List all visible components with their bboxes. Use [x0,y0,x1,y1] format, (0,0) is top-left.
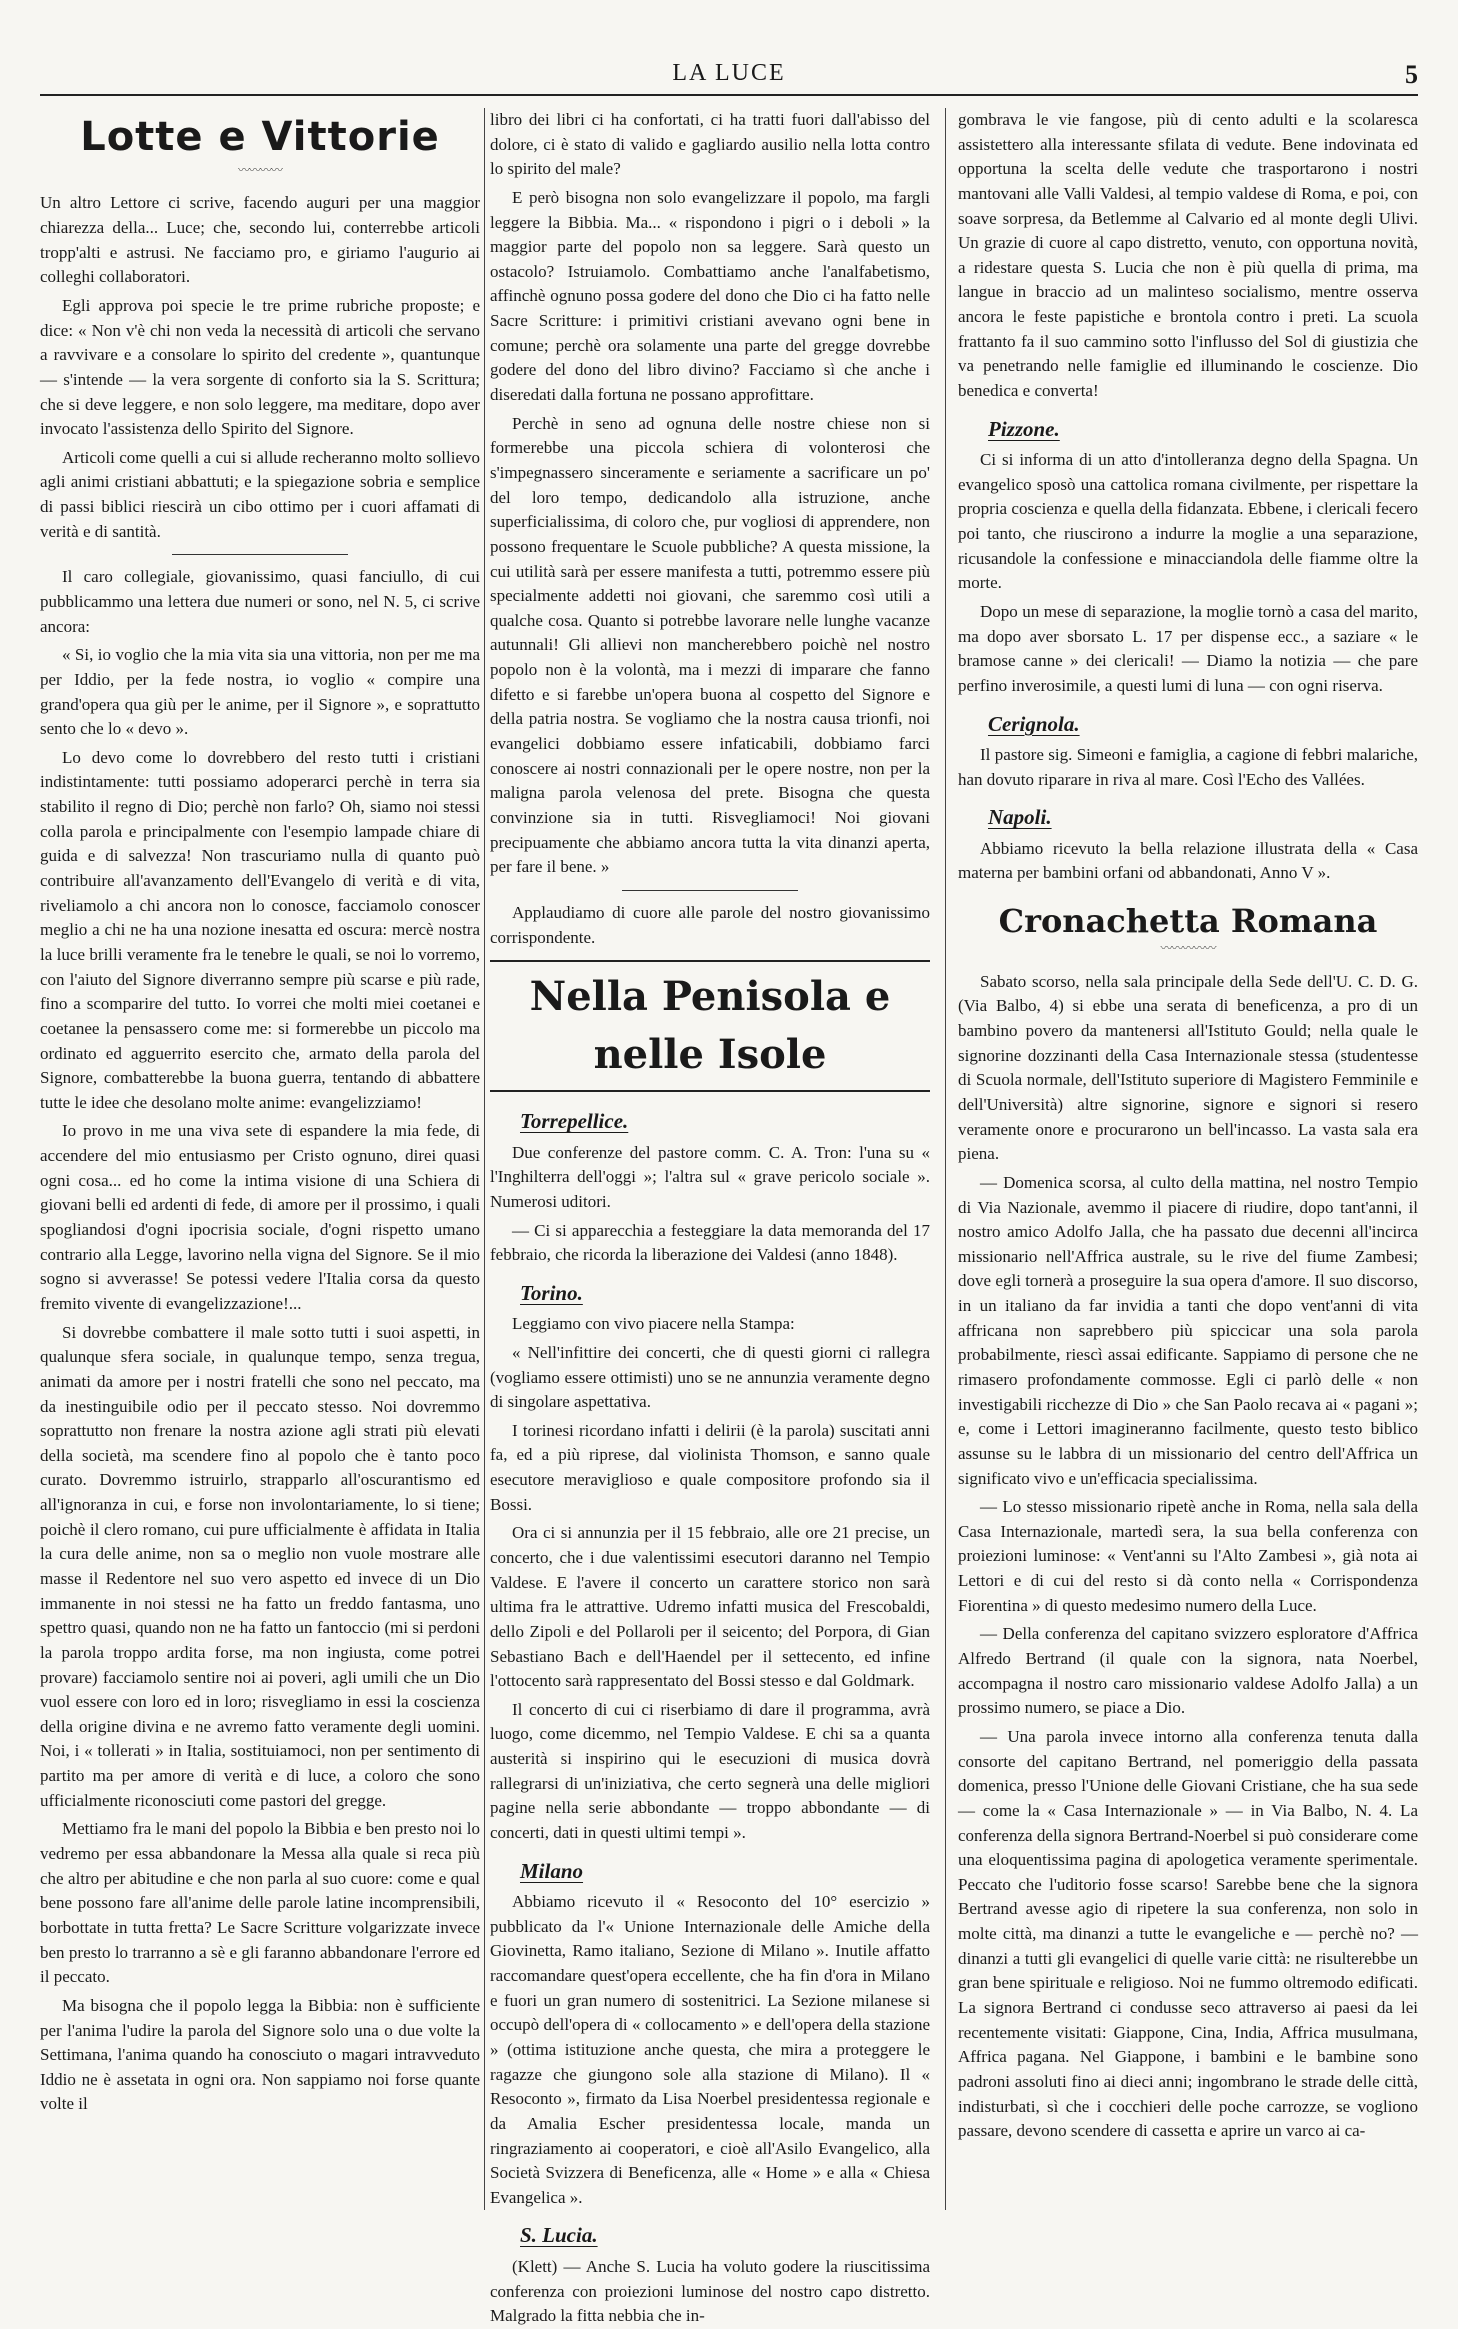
paragraph: « Si, io voglio che la mia vita sia una vittoria, non per me ma per Iddio, per la fede nostra, io voglio « compire una grand'opera qua giù per le anime, per il Signore », e soprattutto sento che lo « devo ». [40,645,480,739]
paragraph: Si dovrebbe combattere il male sotto tutti i suoi aspetti, in qualunque sfera sociale, in qualunque tempo, senza tregua, animati da amore per i nostri fratelli che sono nel peccato, ma da inestinguibile odio per il peccato stesso. Noi dovremmo soprattutto non frenare la nostra azione agli strati più elevati della società, ma scendere fino al popolo che è tanto poco curato. Dovremmo istruirlo, strapparlo all'oscurantismo ed all'ignoranza in cui, e forse non involontariamente, lo si tiene; poichè il clero romano, cui pure ufficialmente è affidata in Italia la cura delle anime, non sa o meglio non vuole mostrare alle masse il Redentore nel suo vero aspetto ed invece di un Dio immanente in noi stessi ne ha fatto un freddo fantasma, uno spettro quasi, quando non ne ha fatto un fantoccio (mi si perdoni la parola troppo ardita forse, ma non ingiusta, come potrei provare) facciamolo sentire noi ai poveri, agli umili che un Dio vuol essere con loro ed in loro; risvegliamo in essi la coscienza della origine divina e ne avremo fatto veramente degli uomini. Noi, i « tollerati » in Italia, sostituiamoci, non per sentimento di partito ma per amore di verità e di luce, a coloro che sono ufficialmente riconosciuti come pastori del gregge. [40,1322,480,1810]
subheading: Torrepellice. [520,1109,629,1134]
section-divider [172,554,348,555]
paragraph: Articoli come quelli a cui si allude recheranno molto sollievo agli animi cristiani abbattuti; e la spiegazione sobria e semplice di passi biblici riescirà un cibo ottimo per i cuori affamati di verità e di santità. [40,447,480,541]
subheading: Napoli. [988,805,1052,830]
paragraph: « Nell'infittire dei concerti, che di questi giorni ci rallegra (vogliamo essere ottimisti) uno se ne annunzia veramente degno di singolare aspettativa. [490,1342,930,1412]
paragraph: Applaudiamo di cuore alle parole del nostro giovanissimo corrispondente. [490,902,930,947]
paragraph: I torinesi ricordano infatti i delirii (è la parola) suscitati anni fa, ed a più riprese, dal violinista Thomson, e sanno quale esecutore meraviglioso e quale compositore profondo sia il Bossi. [490,1420,930,1514]
paragraph: — Della conferenza del capitano svizzero esploratore d'Affrica Alfredo Bertrand (il quale con la signora, nata Noerbel, accompagna il nostro caro missionario valdese Adolfo Jalla) a un prossimo numero, se piace a Dio. [958,1624,1418,1718]
paragraph: — Lo stesso missionario ripetè anche in Roma, nella sala della Casa Internazionale, martedì sera, la sua bella conferenza con proiezioni luminose: « Vent'anni su l'Alto Zambesi », già nota ai Lettori e di cui del resto si dà conto nella « Corrispondenza Fiorentina » di questo medesimo numero della Luce. [958,1497,1418,1615]
column-divider [945,108,946,2210]
paragraph: Due conferenze del pastore comm. C. A. Tron: l'una su « l'Inghilterra dell'oggi »; l'altra sul « grave pericolo sociale ». Numerosi uditori. [490,1142,930,1211]
article-heading-lotte-e-vittorie: Lotte e Vittorie [80,114,440,160]
column-divider [484,108,485,2210]
paragraph: Egli approva poi specie le tre prime rubriche proposte; e dice: « Non v'è chi non veda la necessità di articoli che servano a ravvivare e a consolare lo spirito del credente », quantunque — s'intende — la vera sorgente di conforto sia la S. Scrittura; che si deve leggere, e non solo leggere, ma meditare, dopo aver invocato l'assistenza dello Spirito del Signore. [40,295,480,439]
section-heading-nella-penisola: Nella Penisola e nelle Isole [529,973,891,1079]
paragraph: Sabato scorso, nella sala principale della Sede dell'U. C. D. G. (Via Balbo, 4) si ebbe una serata di beneficenza, a pro di un bambino povero da mantenersi all'Istituto Gould; nella quale le signorine dozzinanti della Casa Internazionale stessa (studentesse di Scuola normale, dell'Istituto superiore di Magistero Femminile e dell'Università) altre signorine, signore e signori si resero veramente onore e procurarono un bell'incasso. La vasta sala era piena. [958,971,1418,1164]
section-heading-box [490,960,930,1092]
subheading: Pizzone. [988,416,1060,441]
subheading: Torino. [520,1280,583,1305]
newspaper-title: LA LUCE [672,60,786,86]
subheading: Cerignola. [988,711,1080,736]
paragraph: — Domenica scorsa, al culto della mattina, nel nostro Tempio di Via Nazionale, avemmo il piacere di riudire, dopo tant'anni, il nostro amico Adolfo Jalla, che ha passato due decenni all'incirca missionario nell'Affrica australe, su le rive del fiume Zambesi; dove egli tornerà a proseguire la sua opera d'amore. Il suo discorso, in un italiano da far invidia a tanti che dopo vent'anni di vita affricana non saprebbero più spiccicar una sola parola probabilmente, riescì assai edificante. Sappiamo di persone che ne rimasero profondamente commosse. Egli ci parlò delle « non investigabili ricchezze di Dio » che San Paolo recava ai « pagani »; e, come i Lettori imagineranno facilmente, questo testo biblico assunse su le labbra di un missionario del centro dell'Affrica un significato vivo e un'efficacia specialissima. [958,1172,1418,1488]
paragraph: Il concerto di cui ci riserbiamo di dare il programma, avrà luogo, come dicemmo, nel Tempio Valdese. E chi sa a quanta austerità si inspirino qui le esecuzioni di musica dovrà rallegrarsi di un'iniziativa, che certo segnerà una delle migliori pagine nella serie abbondante — troppo abbondante — di concerti, dati in questi ultimi tempi ». [490,1699,930,1843]
column-1 [40,108,480,2210]
column-3 [958,108,1418,2210]
paragraph: (Klett) — Anche S. Lucia ha voluto godere la riuscitissima conferenza con proiezioni luminose del nostro capo distretto. Malgrado la fitta nebbia che in- [490,2256,930,2326]
paragraph: Ci si informa di un atto d'intolleranza degno della Spagna. Un evangelico sposò una cattolica romana civilmente, per rispettare la propria coscienza e quella della fidanzata. Ebbene, i clericali fecero poi tanto, che riuscirono a indurre la moglie a una separazione, ricusandole la confessione e minacciandola delle fiamme oltre la morte. [958,450,1418,593]
paragraph: — Una parola invece intorno alla conferenza tenuta dalla consorte del capitano Bertrand, nel pomeriggio della passata domenica, presso l'Unione delle Giovani Cristiane, che ha sua sede — come la « Casa Internazionale » — in Via Balbo, N. 4. La conferenza della signora Bertrand-Noerbel si può considerare come una eloquentissima pagina di apologetica veramente sperimentale. Peccato che l'uditorio fosse scarso! Sarebbe bene che la signora Bertrand avesse agio di ripetere la sua conferenza, non solo in molte città, ma dinanzi a tutte le evangeliche e — perchè no? — dinanzi a tutti gli evangelici di quelle varie città: ne risulterebbe un gran bene spirituale e religioso. Noi ne fummo oltremodo edificati. La signora Bertrand ci condusse seco attraverso ai paesi da lei recentemente visitati: Giappone, Cina, India, Affrica musulmana, Affrica pagana. Nel Giappone, i bambini e le bambine sono padroni assoluti fino ai dieci anni; ingombrano le strade delle città, indisturbati, sì che i cocchieri delle poche carrozze, se vogliono passare, devono scendere di cassetta e aprire un varco ai ca- [958,1726,1418,2141]
paragraph: E però bisogna non solo evangelizzare il popolo, ma fargli leggere la Bibbia. Ma... « rispondono i pigri o i deboli » la maggior parte del popolo non sa leggere. Sarà questo un ostacolo? Istruiamolo. Combattiamo anche l'analfabetismo, affinchè ognuno possa godere del dono che Dio ci ha fatto nelle Sacre Scritture: i primitivi cristiani avevano ogni bene in comune; perchè ora solamente una parte del gregge dovrebbe godere del dono del libro divino? Facciamo sì che anche i diseredati dalla fortuna ne possano approfittare. [490,187,930,405]
section-heading-cronachetta-romana: Cronachetta Romana [998,901,1378,940]
paragraph: Un altro Lettore ci scrive, facendo auguri per una maggior chiarezza della... Luce; che, secondo lui, conterrebbe articoli tropp'alti e astrusi. Ne facciamo pro, e giriamo l'augurio ai colleghi collaboratori. [40,193,480,287]
paragraph: Lo devo come lo dovrebbero del resto tutti i cristiani indistintamente: tutti possiamo adoperarci perchè in terra sia stabilito il regno di Dio; perchè non farlo? Oh, siamo noi stessi colla parola e principalmente con l'esempio lampade chiare di guida e di salvezza! Non trascuriamo nulla di quanto può contribuire all'avanzamento dell'Evangelo di verità e di vita, riveliamolo a chi ancora non lo conosce, facciamolo conoscer meglio a chi ne ha una nozione inesatta ed oscura: mercè nostra la luce brilli veramente fra le tenebre le quali, se noi lo vorremo, con l'aiuto del Signore diverranno sempre più scarse e più rade, fino a scomparire del tutto. Io vorrei che molti miei coetanei e coetanee la pensassero come me: si formerebbe un piccolo ma ordinato ed agguerrito esercito che, armato della parola del Signore, combatterebbe la buona guerra, tentando di abbattere tutte le idee che desolano molte anime: evangelizziamo! [40,747,480,1112]
section-divider [622,890,798,891]
paragraph: Il pastore sig. Simeoni e famiglia, a cagione di febbri malariche, han dovuto riparare in riva al mare. Così l'Echo des Vallées. [958,744,1418,789]
subheading: Milano [520,1858,584,1883]
paragraph: gombrava le vie fangose, più di cento adulti e la scolaresca assistettero alla interessante sfilata di vedute. Bene indovinata ed opportuna la scelta delle vedute che trasportarono i nostri mantovani alle Valli Valdesi, al tempio valdese di Roma, e poi, con soave sorpresa, da Betlemme al Calvario ed al monte degli Ulivi. Un grazie di cuore al capo distretto, venuto, con opportuna novità, a ridestare questa S. Lucia che non è più quella di prima, ma langue in braccio ad un malinteso socialismo, mentre osserva ancora le feste papistiche e brontola contro i preti. La scuola frattanto fa il suo cammino sotto l'influsso del Sol di giustizia che va penetrando nelle famiglie ed illuminando le coscienze. Dio benedica e converta! [958,110,1418,401]
paragraph: Mettiamo fra le mani del popolo la Bibbia e ben presto noi lo vedremo per essa abbandonare la Messa alla quale si reca più che altro per abitudine e che non parla al suo cuore: come e qual bene possono fare all'anime delle parole latine incomprensibili, borbottate in tutta fretta? Le Sacre Scritture volgarizzate invece ben presto lo trarranno a sè e gli faranno abbandonare l'errore ed il peccato. [40,1819,480,1987]
paragraph: Perchè in seno ad ognuna delle nostre chiese non si formerebbe una piccola schiera di volonterosi che s'impegnassero sinceramente e seriamente a sacrificare un po' del loro tempo, dedicandolo alla istruzione, anche superficialissima, di coloro che, pur vogliosi di apprendere, non possono frequentare le Scuole pubbliche? A questa missione, la cui utilità sarà per essere manifesta a tutti, potremmo essere più specialmente addetti noi giovani, che saremmo così utili a qualche cosa. Quanto si potrebbe lavorare nelle lunghe vacanze autunnali! Gli allievi non mancherebbero poichè nel nostro popolo non è la volontà, ma i mezzi di imparare che fanno difetto e si farebbe un'opera buona al cospetto del Signore e della patria nostra. Se vogliamo che la nostra causa trionfi, noi evangelici dobbiamo essere infaticabili, dobbiamo farci conoscere ai nostri connazionali per le opere nostre, non per la maligna parola velenosa del prete. Bisogna che questa convinzione sia in tutti. Risvegliamoci! Noi giovani precipuamente che abbiamo ancora tutta la vita dinanzi aperta, per fare il bene. » [490,413,930,877]
paragraph: Abbiamo ricevuto il « Resoconto del 10° esercizio » pubblicato da l'« Unione Internazionale delle Amiche della Giovinetta, Ramo italiano, Sezione di Milano ». Inutile affatto raccomandare quest'opera eccellente, che ha fin d'ora in Milano e fuori un gran numero di sostenitrici. La Sezione milanese si occupò dell'opera di « collocamento » e dell'opera della stazione » (ottima istituzione anche questa, che mira a proteggere le ragazze che giungono sole alla stazione di Milano). Il « Resoconto », firmato da Lisa Noerbel presidentessa regionale e da Amalia Escher presidentessa locale, manda un ringraziamento ai cooperatori, e cioè all'Asilo Evangelico, alla Società Svizzera di Beneficenza, alle « Home » e alla « Chiesa Evangelica ». [490,1892,930,2207]
paragraph: Dopo un mese di separazione, la moglie tornò a casa del marito, ma dopo aver sborsato L. 17 per dispense ecc., a saziare « le bramose canne » dei clericali! — Diamo la notizia — che pare perfino inverosimile, a questi lumi di luna — con ogni riserva. [958,601,1418,695]
paragraph: Ora ci si annunzia per il 15 febbraio, alle ore 21 precise, un concerto, che i due valentissimi esecutori daranno nel Tempio Valdese. E l'avere il concerto un carattere storico non sarà ultima fra le attrattive. Udremo infatti musica del Frescobaldi, dello Zipoli e del Pollaroli per il seicento; del Porpora, di Gian Sebastiano Bach e dell'Haendel per il settecento, ed infine l'ottocento sarà rappresentato del Bossi stesso e dal Goldmark. [490,1523,930,1691]
paragraph: Leggiamo con vivo piacere nella Stampa: [512,1314,795,1334]
paragraph: Il caro collegiale, giovanissimo, quasi fanciullo, di cui pubblicammo una lettera due numeri or sono, nel N. 5, ci scrive ancora: [40,567,480,636]
paragraph: Abbiamo ricevuto la bella relazione illustrata della « Casa materna per bambini orfani od abbandonati, Anno V ». [958,838,1418,883]
subheading: S. Lucia. [520,2223,598,2248]
paragraph: Ma bisogna che il popolo legga la Bibbia: non è sufficiente per l'anima l'udire la parola del Signore solo una o due volte la Settimana, l'anima quando ha conosciuto o magari intravveduto Iddio ne è assetata in ogni ora. Non sappiamo noi forse quante volte il [40,1995,480,2114]
paragraph: Io provo in me una viva sete di espandere la mia fede, di accendere del mio entusiasmo per Cristo ognuno, direi quasi ogni cosa... ed ho come la intima visione di una Schiera di giovani belli ed ardenti di fede, di amore per il prossimo, i quali spogliandosi d'ogni ipocrisia sociale, d'ogni rispetto umano contrario alla Legge, lavorino nella vigna del Signore. Se il mio sogno si avverasse! Se potessi vedere l'Italia corsa da questo fremito vivente di evangelizzazione!... [40,1121,480,1313]
page-header [40,50,1418,90]
header-rule [40,94,1418,96]
paragraph: libro dei libri ci ha confortati, ci ha tratti fuori dall'abisso del dolore, ci è stato di valido e gagliardo ausilio nella lotta contro lo spirito del male? [490,110,930,179]
page-number: 5 [1405,60,1418,89]
heading-ornament: 〰〰〰〰 [237,163,282,177]
column-2 [490,108,930,2326]
paragraph: — Ci si apparecchia a festeggiare la data memoranda del 17 febbraio, che ricorda la liberazione dei Valdesi (anno 1848). [490,1220,930,1265]
heading-ornament: 〰〰〰〰〰 [1160,941,1216,956]
